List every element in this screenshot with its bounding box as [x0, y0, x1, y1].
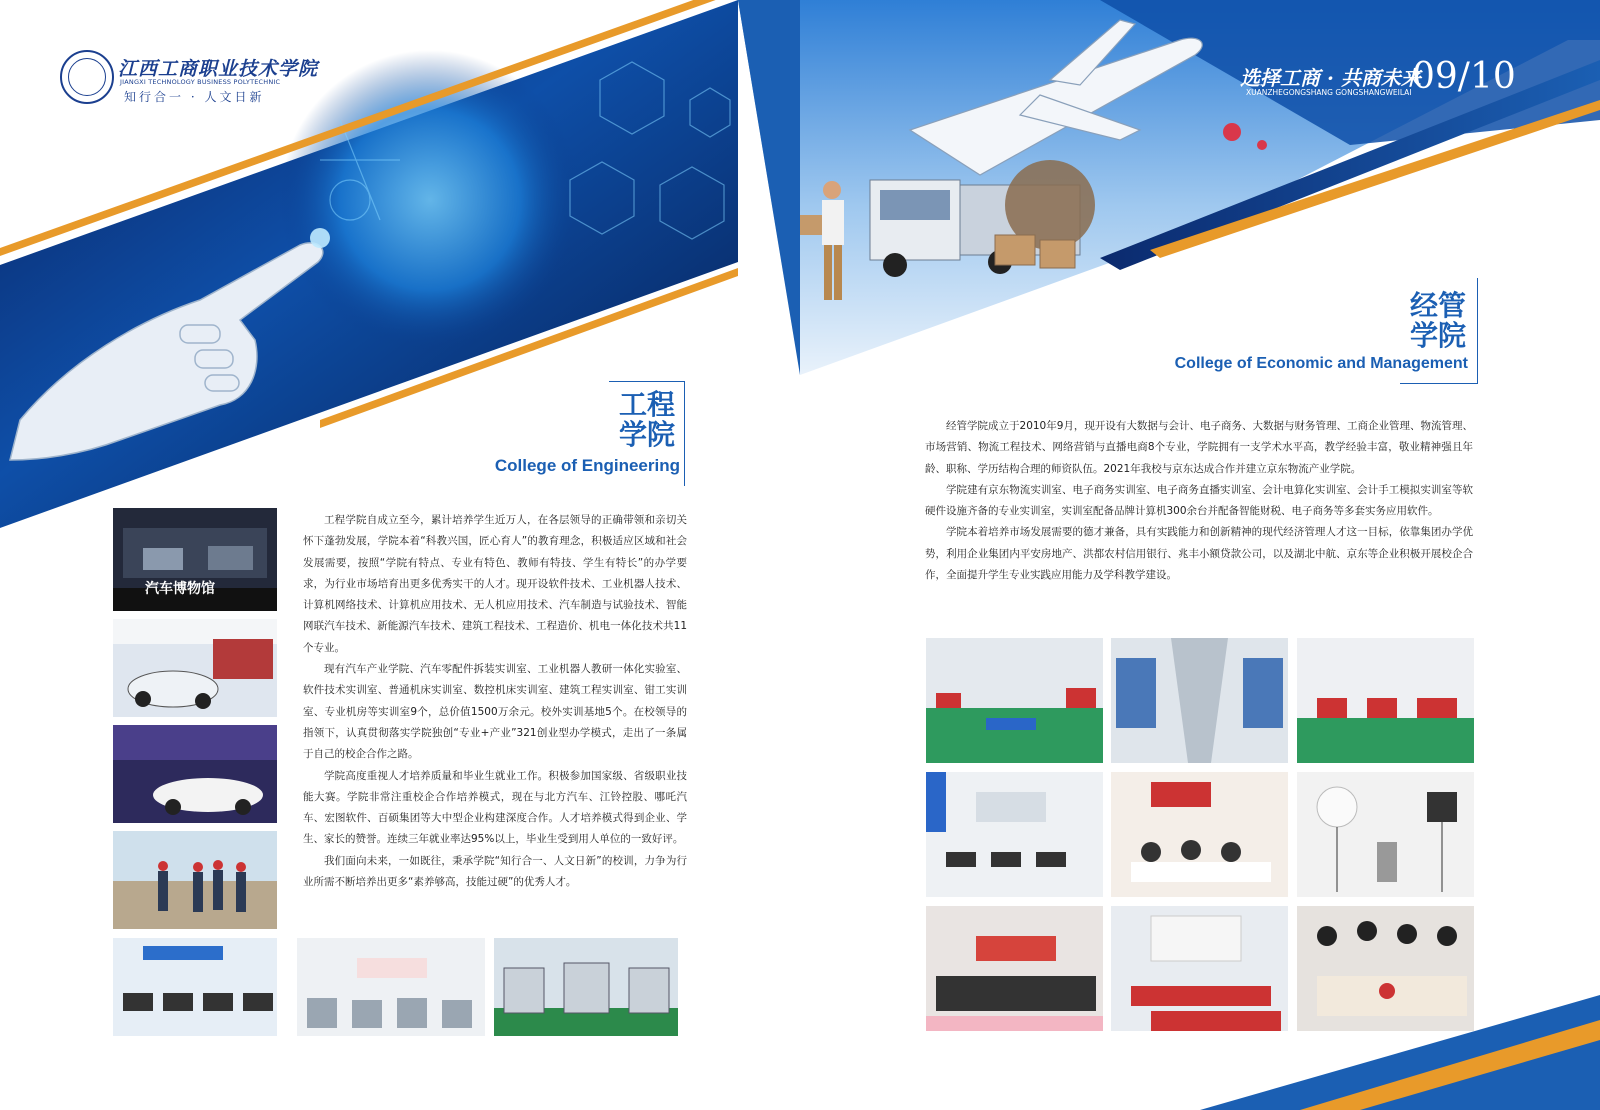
- page-numbers: 09/10: [1412, 56, 1516, 97]
- economic-title-cn: 经管 学院: [1409, 289, 1466, 352]
- photo-caption: 汽车博物馆: [145, 581, 215, 597]
- photo-ecommerce-lab: [1111, 772, 1288, 897]
- photo-classroom: [926, 772, 1103, 897]
- photo-group-event: [926, 906, 1103, 1031]
- engineering-title-cn: 工程 学院: [618, 388, 675, 451]
- photo-studio: [1297, 772, 1474, 897]
- engineering-paragraph: 学院高度重视人才培养质量和毕业生就业工作。积极参加国家级、省级职业技能大赛。学院非常注重校企合作培养模式，现在与北方汽车、江铃控股、哪吒汽车、宏图软件、百硕集团等大中型企业构建深度合作。人才培养模式得到企业、学生、家长的赞誉。连续三年就业率达95%以上，毕业生受到用人单位的一致好评。: [303, 769, 687, 846]
- college-seal-icon: [60, 50, 114, 104]
- photo-machine-lab: [297, 938, 485, 1036]
- photo-logistics-lab-2: [1297, 638, 1474, 763]
- slogan-en: XUANZHEGONGSHANG GONGSHANGWEILAI: [1246, 88, 1412, 97]
- photo-competition: [1111, 906, 1288, 1031]
- photo-computer-room: [113, 938, 277, 1036]
- photo-cnc-lab: [494, 938, 678, 1036]
- engineering-title-en: College of Engineering: [494, 456, 680, 475]
- photo-auto-museum: [113, 508, 277, 611]
- economic-paragraph: 学院建有京东物流实训室、电子商务实训室、电子商务直播实训室、会计电算化实训室、会计手工模拟实训室等软硬件设施齐备的专业实训室，实训室配备品牌计算机300余台并配备智能财税、电子商务等多套实务应用软件。: [925, 483, 1473, 518]
- economic-title-en: College of Economic and Management: [1174, 355, 1468, 372]
- economic-paragraph: 经管学院成立于2010年9月，现开设有大数据与会计、电子商务、大数据与财务管理、工商企业管理、物流管理、市场营销、物流工程技术、网络营销与直播电商8个专业，学院拥有一支学术水平高，教学经验丰富，敬业精神强且年龄、职称、学历结构合理的师资队伍。2021年我校与京东达成合作并建立京东物流产业学院。: [925, 420, 1473, 475]
- engineering-paragraph: 工程学院自成立至今，累计培养学生近万人，在各层领导的正确带领和亲切关怀下蓬勃发展，学院本着“科教兴国，匠心育人”的教育理念，积极适应区域和社会发展需要，按照“学院有特点、专业有特色、教师有特技、学生有特长”的办学要求，为行业市场培育出更多优秀实干的人才。现开设软件技术、工业机器人技术、计算机网络技术、计算机应用技术、无人机应用技术、汽车制造与试验技术、智能网联汽车技术、新能源汽车技术、建筑工程技术、工程造价、机电一体化技术共11个专业。: [303, 514, 687, 654]
- engineering-description: [303, 510, 687, 893]
- economic-description: [925, 416, 1473, 586]
- engineering-paragraph: 现有汽车产业学院、汽车零配件拆装实训室、工业机器人教研一体化实验室、软件技术实训室、普通机床实训室、数控机床实训室、建筑工程实训室、钳工实训室、专业机房等实训室9个，总价值1500万余元。校外实训基地5个。在校领导的指领下，认真贯彻落实学院独创“专业+产业”321创业型办学模式，走出了一条属于自己的校企合作之路。: [303, 663, 687, 761]
- photo-car-workshop: [113, 725, 277, 823]
- college-logo: [60, 50, 319, 110]
- logo-name-en: JIANGXI TECHNOLOGY BUSINESS POLYTECHNIC: [120, 78, 281, 86]
- photo-etiquette-training: [1297, 906, 1474, 1031]
- logo-name-cn: 江西工商职业技术学院: [118, 58, 319, 80]
- economic-paragraph: 学院本着培养市场发展需要的德才兼备，具有实践能力和创新精神的现代经济管理人才这一目标，依靠集团办学优势，利用企业集团内平安房地产、洪都农村信用银行、兆丰小额贷款公司，以及湖北中航、京东等企业积极开展校企合作，全面提升学生专业实践应用能力及学科教学建设。: [925, 526, 1473, 582]
- photo-logistics-corridor: [1111, 638, 1288, 763]
- header-slogan: [1240, 58, 1540, 108]
- slogan-cn: 选择工商 · 共商未来: [1240, 66, 1421, 90]
- photo-logistics-lab-1: [926, 638, 1103, 763]
- photo-car-lab: [113, 619, 277, 717]
- engineering-paragraph: 我们面向未来，一如既往，秉承学院“知行合一、人文日新”的校训，力争为行业所需不断培养出更多“素养够高，技能过硬”的优秀人才。: [303, 854, 687, 889]
- logo-motto: 知行合一 · 人文日新: [124, 90, 265, 104]
- photo-construction-site: [113, 831, 277, 929]
